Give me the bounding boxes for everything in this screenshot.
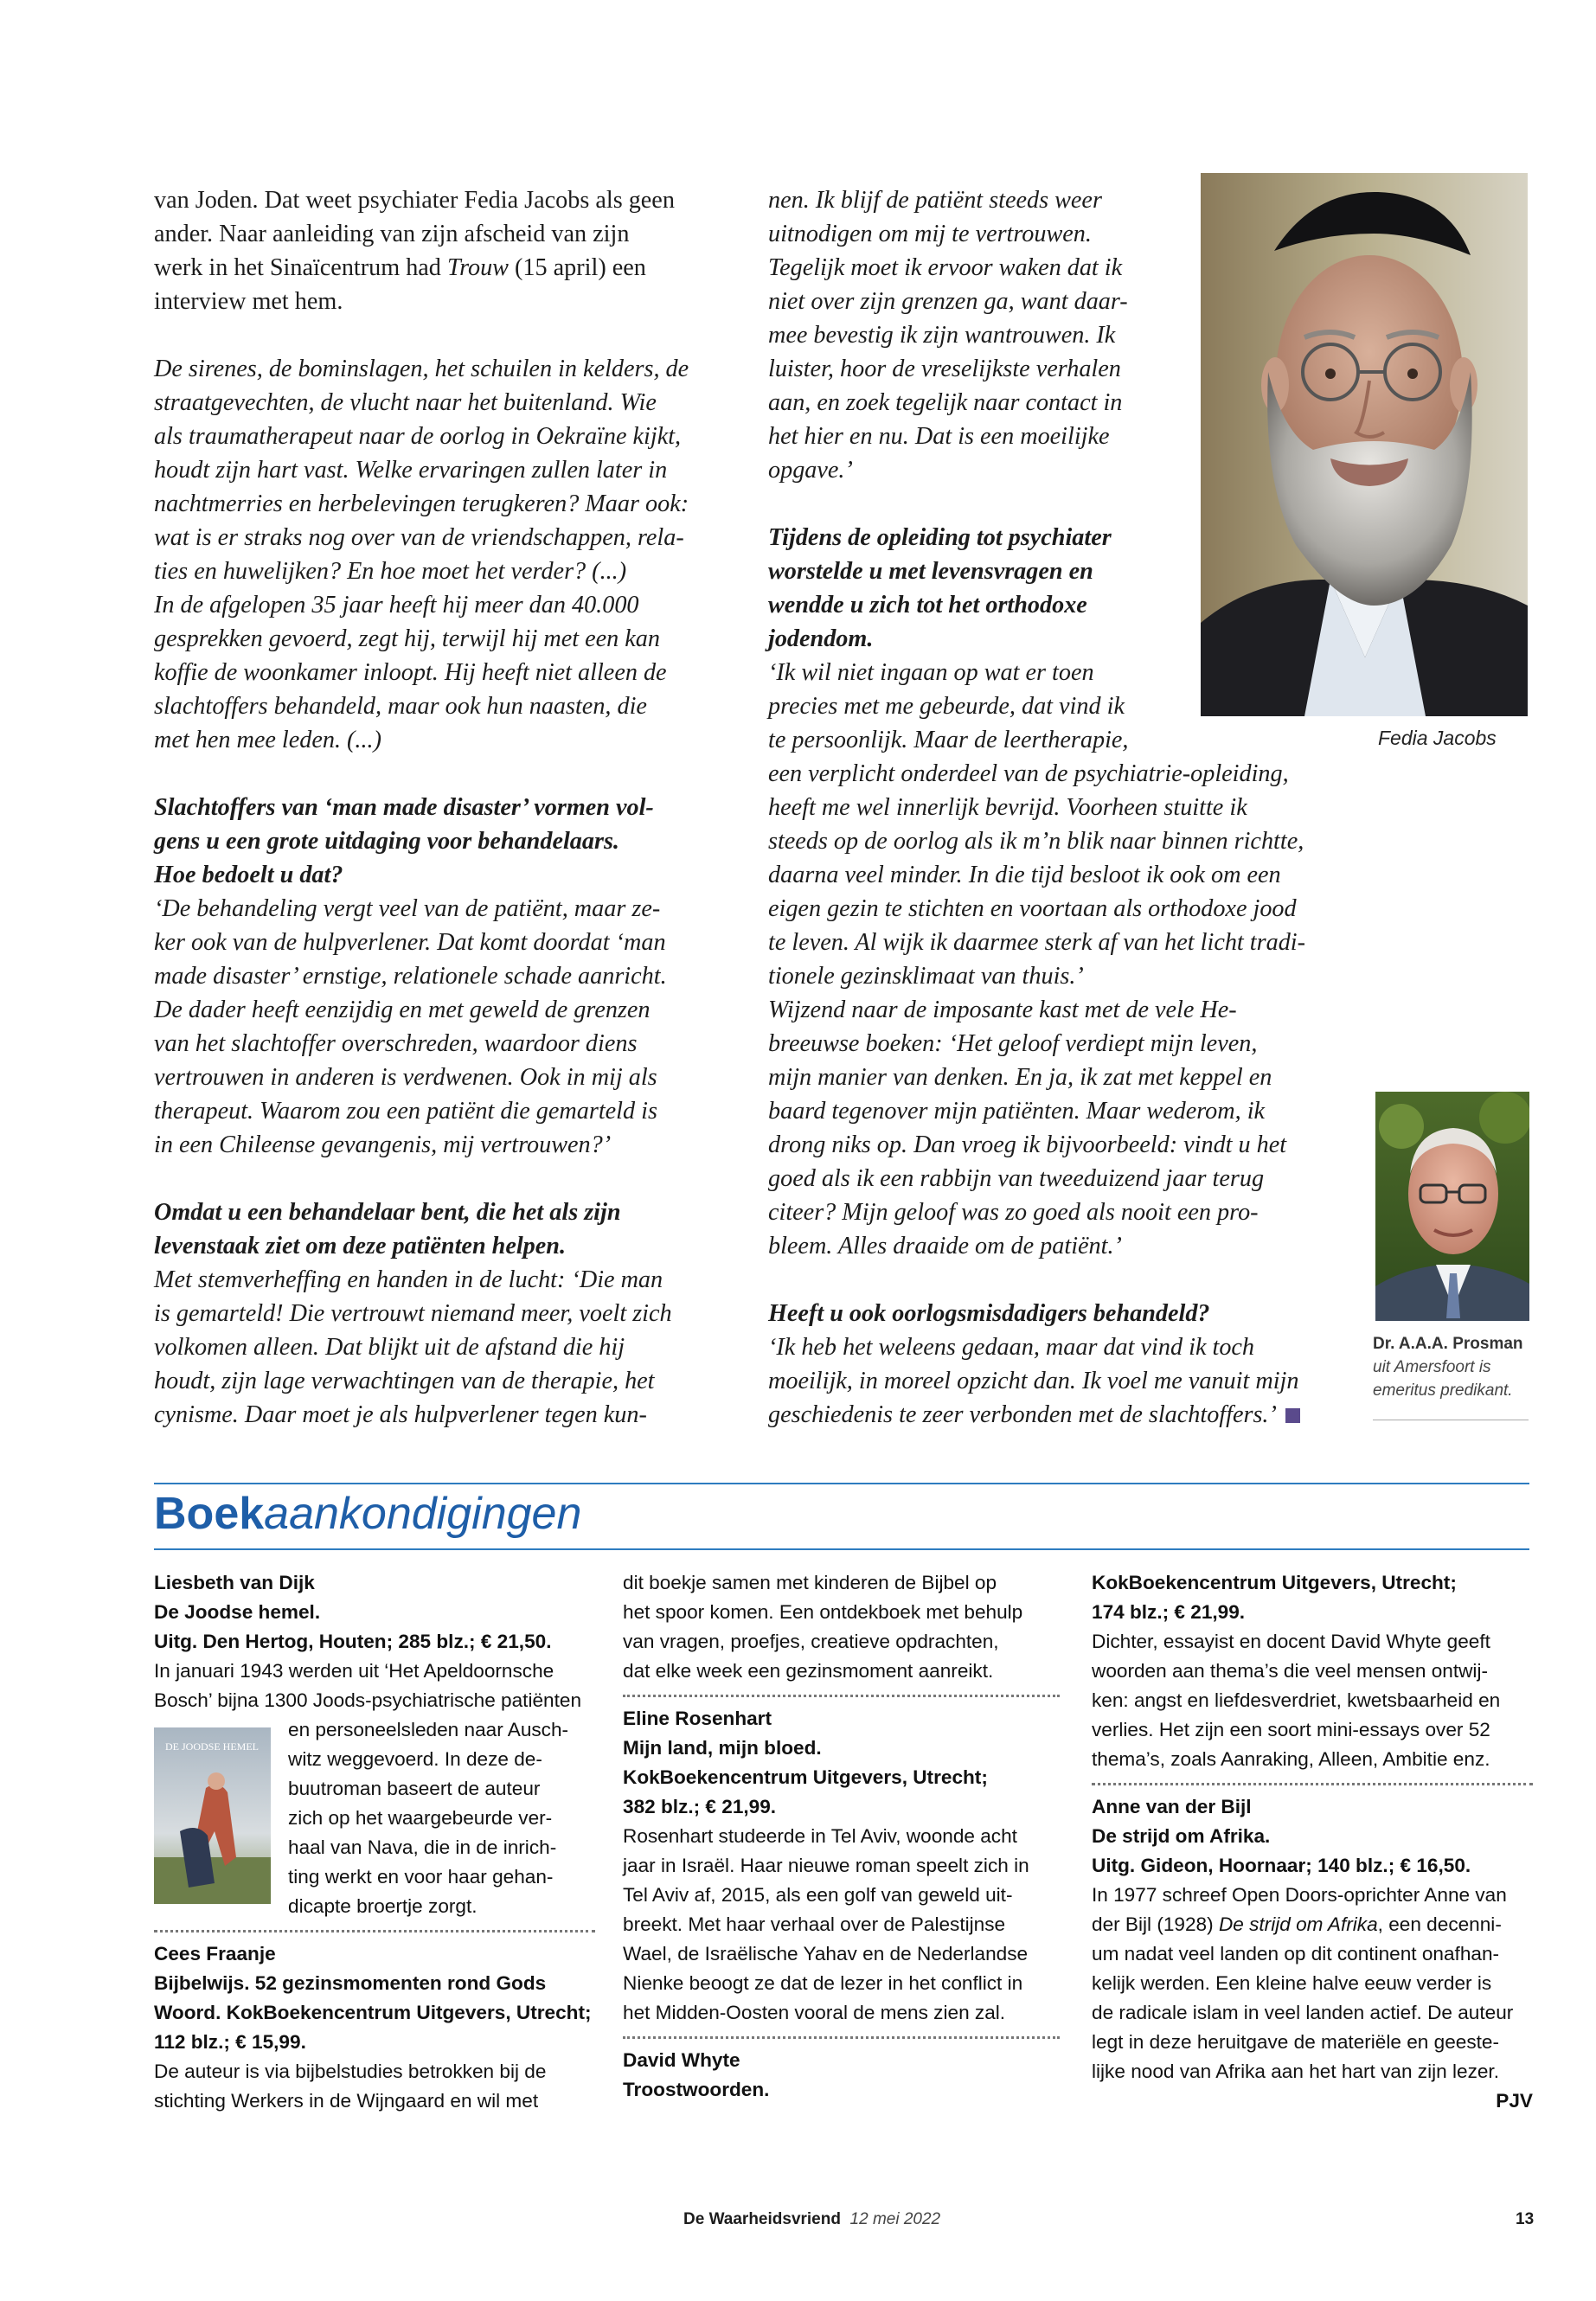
- book-column-2: [623, 1568, 1060, 2105]
- book-publisher: 112 blz.; € 15,99.: [154, 2031, 306, 2053]
- book-title-inline: De strijd om Afrika: [1218, 1913, 1378, 1935]
- book-entry-continued: [623, 1568, 1060, 1686]
- book-title: Woord. KokBoekencentrum Uitgevers, Utrecht;: [154, 2002, 592, 2023]
- book-publisher: Uitg. Den Hertog, Houten; 285 blz.; € 21,50.: [154, 1631, 552, 1652]
- text-line: In januari 1943 werden uit ‘Het Apeldoornsche: [154, 1660, 554, 1682]
- text-line: witz weggevoerd. In deze de-: [288, 1748, 542, 1770]
- book-publisher: Uitg. Gideon, Hoornaar; 140 blz.; € 16,50.: [1092, 1855, 1471, 1876]
- portrait-photo-fedia-jacobs: [1201, 173, 1528, 716]
- text-line: Tegelijk moet ik ervoor waken dat ik: [768, 254, 1123, 281]
- footer-publication: De Waarheidsvriend 12 mei 2022: [683, 2210, 941, 2228]
- page-number: 13: [1516, 2210, 1535, 2228]
- book-title: Troostwoorden.: [623, 2079, 770, 2100]
- text-line: haal van Nava, die in de inrich-: [288, 1836, 557, 1858]
- portrait-illustration: [1201, 173, 1528, 716]
- caption-description: uit Amersfoort is: [1373, 1358, 1491, 1376]
- text-line: Met stemverheffing en handen in de lucht: ‘Die man: [154, 1266, 663, 1293]
- caption-description: emeritus predikant.: [1373, 1381, 1513, 1400]
- interview-question: [154, 791, 723, 892]
- caption-name: Dr. A.A.A. Prosman: [1373, 1335, 1523, 1353]
- text-line: jaar in Israël. Haar nieuwe roman speelt zich in: [623, 1855, 1029, 1876]
- text-line: slachtoffers behandeld, maar ook hun naasten, die: [154, 693, 647, 720]
- text-line: en personeelsleden naar Ausch-: [288, 1719, 569, 1740]
- text-line: moeilijk, in moreel opzicht dan. Ik voel me vanuit mijn: [768, 1368, 1299, 1394]
- text-line: wat is er straks nog over van de vriendschappen, rela-: [154, 524, 684, 551]
- text-line: dat elke week een gezinsmoment aanreikt.: [623, 1660, 994, 1682]
- book-entry-continued: [1092, 1568, 1533, 1774]
- text-line: In 1977 schreef Open Doors-oprichter Anne van: [1092, 1884, 1507, 1906]
- interview-answer: [768, 656, 1374, 1263]
- book-publisher: 382 blz.; € 21,99.: [623, 1796, 777, 1817]
- book-entry: [154, 1939, 595, 2116]
- text-line: Tijdens de opleiding tot psychiater: [768, 524, 1112, 551]
- text-line: in een Chileense gevangenis, mij vertrouwen?’: [154, 1131, 612, 1158]
- text-line: niet over zijn grenzen ga, want daar-: [768, 288, 1128, 315]
- book-author: David Whyte: [623, 2049, 740, 2071]
- text-line: geschiedenis te zeer verbonden met de slachtoffers.’: [768, 1398, 1374, 1432]
- text-line: verlies. Het zijn een soort mini-essays over 52: [1092, 1719, 1490, 1740]
- text-line: ‘Ik heb het weleens gedaan, maar dat vind ik toch: [768, 1334, 1255, 1361]
- text-line: precies met me gebeurde, dat vind ik: [768, 693, 1125, 720]
- text-line: heeft me wel innerlijk bevrijd. Voorheen stuitte ik: [768, 794, 1247, 821]
- interview-question: [154, 1195, 723, 1263]
- text-line: vertrouwen in anderen is verdwenen. Ook in mij als: [154, 1064, 657, 1091]
- interview-answer: [154, 892, 723, 1162]
- text-line: thema’s, zoals Aanraking, Alleen, Ambitie enz.: [1092, 1748, 1490, 1770]
- section-title: Boekaankondigingen: [154, 1489, 582, 1539]
- text-line: bleem. Alles draaide om de patiënt.’: [768, 1233, 1122, 1259]
- section-rule-top: [154, 1483, 1529, 1484]
- portrait-illustration: [1375, 1092, 1529, 1321]
- text-line: Omdat u een behandelaar bent, die het als zijn: [154, 1199, 621, 1226]
- text-line: Slachtoffers van ‘man made disaster’ vormen vol-: [154, 794, 654, 821]
- text-line: te persoonlijk. Maar de leertherapie,: [768, 727, 1129, 753]
- text-line: levenstaak ziet om deze patiënten helpen.: [154, 1233, 567, 1259]
- text-line: zich op het waargebeurde ver-: [288, 1807, 553, 1829]
- text-line: opgave.’: [768, 457, 853, 484]
- book-cover-image: [154, 1727, 271, 1904]
- text-line: houdt, zijn lage verwachtingen van de therapie, het: [154, 1368, 655, 1394]
- text-line: mee bevestig ik zijn wantrouwen. Ik: [768, 322, 1116, 349]
- text-line: nen. Ik blijf de patiënt steeds weer: [768, 187, 1102, 214]
- text-line: uitnodigen om mij te vertrouwen.: [768, 221, 1092, 247]
- book-title: De strijd om Afrika.: [1092, 1825, 1271, 1847]
- text-line: koffie de woonkamer inloopt. Hij heeft niet alleen de: [154, 659, 667, 686]
- text-line: te leven. Al wijk ik daarmee sterk af van het licht tradi-: [768, 929, 1306, 956]
- portrait-photo-prosman: [1375, 1092, 1529, 1321]
- reviewer-initials: PJV: [1496, 2090, 1533, 2112]
- book-author: Anne van der Bijl: [1092, 1796, 1252, 1817]
- text-line: gesprekken gevoerd, zegt hij, terwijl hij met een kan: [154, 625, 660, 652]
- text-line: een verplicht onderdeel van de psychiatrie-opleiding,: [768, 760, 1289, 787]
- text-line: In de afgelopen 35 jaar heeft hij meer dan 40.000: [154, 592, 639, 619]
- end-of-article-square-icon: [1285, 1408, 1300, 1423]
- text-line: made disaster’ ernstige, relationele schade aanricht.: [154, 963, 667, 990]
- book-entry: [623, 1704, 1060, 2028]
- text-line: stichting Werkers in de Wijngaard en wil met: [154, 2090, 539, 2112]
- text-line: steeds op de oorlog als ik m’n blik naar binnen richtte,: [768, 828, 1304, 855]
- text-line: worstelde u met levensvragen en: [768, 558, 1093, 585]
- text-line: De auteur is via bijbelstudies betrokken bij de: [154, 2061, 547, 2082]
- book-publisher: 174 blz.; € 21,99.: [1092, 1601, 1246, 1623]
- text-line: ‘Ik wil niet ingaan op wat er toen: [768, 659, 1094, 686]
- footer-date: 12 mei 2022: [849, 2210, 941, 2228]
- text-line: ting werkt en voor haar gehan-: [288, 1866, 554, 1888]
- text-line: eigen gezin te stichten en voortaan als orthodoxe jood: [768, 895, 1297, 922]
- book-author: Cees Fraanje: [154, 1943, 276, 1965]
- photo-caption-prosman: [1373, 1332, 1533, 1402]
- interview-question: [768, 1297, 1374, 1330]
- text-line: therapeut. Waarom zou een patiënt die gemarteld is: [154, 1098, 657, 1125]
- text-line: Nienke beoogt ze dat de lezer in het conflict in: [623, 1972, 1023, 1994]
- text-line: Wael, de Israëlische Yahav en de Nederlandse: [623, 1943, 1029, 1965]
- text-line: mijn manier van denken. En ja, ik zat met keppel en: [768, 1064, 1272, 1091]
- book-column-3: [1092, 1568, 1533, 2116]
- text-line: um nadat veel landen op dit continent onafhan-: [1092, 1943, 1500, 1965]
- text-line: ken: angst en liefdesverdriet, kwetsbaarheid en: [1092, 1689, 1501, 1711]
- text-line: tionele gezinsklimaat van thuis.’: [768, 963, 1084, 990]
- text-line: cynisme. Daar moet je als hulpverlener tegen kun-: [154, 1401, 647, 1428]
- text-line: het spoor komen. Een ontdekboek met behulp: [623, 1601, 1023, 1623]
- text-line: Bosch’ bijna 1300 Joods-psychiatrische patiënten: [154, 1689, 582, 1711]
- book-cover-title: DE JOODSE HEMEL: [165, 1740, 259, 1753]
- text-line: Rosenhart studeerde in Tel Aviv, woonde acht: [623, 1825, 1017, 1847]
- photo-caption: Fedia Jacobs: [1378, 727, 1497, 749]
- entry-separator: [1092, 1783, 1533, 1785]
- text-line: ties en huwelijken? En hoe moet het verder? (...): [154, 558, 627, 585]
- text-line: Tel Aviv af, 2015, als een golf van geweld uit-: [623, 1884, 1013, 1906]
- book-publisher: KokBoekencentrum Uitgevers, Utrecht;: [1092, 1572, 1457, 1593]
- text-line: ker ook van de hulpverlener. Dat komt doordat ‘man: [154, 929, 666, 956]
- text-line: breekt. Met haar verhaal over de Palestijnse: [623, 1913, 1006, 1935]
- text-line: ‘De behandeling vergt veel van de patiënt, maar ze-: [154, 895, 661, 922]
- text-line: van vragen, proefjes, creatieve opdrachten,: [623, 1631, 999, 1652]
- intro-quote: [154, 352, 723, 757]
- text-line: der Bijl (1928) De strijd om Afrika, een decenni-: [1092, 1913, 1502, 1935]
- text-line: wendde u zich tot het orthodoxe: [768, 592, 1087, 619]
- text-line: luister, hoor de vreselijkste verhalen: [768, 356, 1121, 382]
- text-line: daarna veel minder. In die tijd besloot ik ook om een: [768, 862, 1281, 888]
- entry-separator: [154, 1930, 595, 1932]
- entry-separator: [623, 2036, 1060, 2039]
- text-line: jodendom.: [768, 625, 874, 652]
- text-line: drong niks op. Dan vroeg ik bijvoorbeeld: vindt u het: [768, 1131, 1287, 1158]
- text-line: van het slachtoffer overschreden, waardoor diens: [154, 1030, 638, 1057]
- text-line: de radicale islam in veel landen actief. De auteur: [1092, 2002, 1514, 2023]
- text-line: woorden aan thema’s die veel mensen ontwij-: [1092, 1660, 1488, 1682]
- text-line: dicapte broertje zorgt.: [288, 1895, 478, 1917]
- section-rule-bottom: [154, 1548, 1529, 1550]
- book-title: Bijbelwijs. 52 gezinsmomenten rond Gods: [154, 1972, 547, 1994]
- text-line: dit boekje samen met kinderen de Bijbel op: [623, 1572, 997, 1593]
- text-line: als traumatherapeut naar de oorlog in Oekraïne kijkt,: [154, 423, 682, 450]
- text-line: Wijzend naar de imposante kast met de vele He-: [768, 997, 1237, 1023]
- article-column-1: [154, 183, 723, 1432]
- text-line: het hier en nu. Dat is een moeilijke: [768, 423, 1110, 450]
- text-line: met hen mee leden. (...): [154, 727, 381, 753]
- text-line: kelijk werden. Een kleine halve eeuw verder is: [1092, 1972, 1492, 1994]
- text-line: volkomen alleen. Dat blijkt uit de afstand die hij: [154, 1334, 625, 1361]
- book-entry: [154, 1568, 595, 1921]
- book-column-1: [154, 1568, 595, 2116]
- book-title: De Joodse hemel.: [154, 1601, 321, 1623]
- text-line: baard tegenover mijn patiënten. Maar wederom, ik: [768, 1098, 1266, 1125]
- entry-separator: [623, 1695, 1060, 1697]
- text-line: gens u een grote uitdaging voor behandelaars.: [154, 828, 619, 855]
- text-line: buutroman baseert de auteur: [288, 1778, 541, 1799]
- text-line: Heeft u ook oorlogsmisdadigers behandeld?: [768, 1300, 1210, 1327]
- text-line: ander. Naar aanleiding van zijn afscheid van zijn: [154, 221, 630, 247]
- text-line: houdt zijn hart vast. Welke ervaringen zullen later in: [154, 457, 668, 484]
- text-line: is gemarteld! Die vertrouwt niemand meer, voelt zich: [154, 1300, 672, 1327]
- publication-name: Trouw: [446, 254, 509, 281]
- book-entry: [1092, 1792, 1533, 2116]
- text-line: straatgevechten, de vlucht naar het buitenland. Wie: [154, 389, 657, 416]
- text-line: lijke nood van Afrika aan het hart van zijn lezer.: [1092, 2061, 1499, 2082]
- text-line: van Joden. Dat weet psychiater Fedia Jacobs als geen: [154, 187, 675, 214]
- text-line: werk in het Sinaïcentrum had Trouw (15 april) een: [154, 254, 646, 281]
- interview-answer: [154, 1263, 723, 1432]
- text-line: het Midden-Oosten vooral de mens zien zal.: [623, 2002, 1006, 2023]
- text-line: breeuwse boeken: ‘Het geloof verdiept mijn leven,: [768, 1030, 1258, 1057]
- text-line: Dichter, essayist en docent David Whyte geeft: [1092, 1631, 1490, 1652]
- book-publisher: KokBoekencentrum Uitgevers, Utrecht;: [623, 1766, 988, 1788]
- book-cover-illustration: [154, 1727, 271, 1904]
- interview-answer: [768, 1330, 1374, 1432]
- book-author: Eline Rosenhart: [623, 1708, 772, 1729]
- text-line: goed als ik een rabbijn van tweeduizend jaar terug: [768, 1165, 1265, 1192]
- text-line: Hoe bedoelt u dat?: [154, 862, 343, 888]
- book-author: Liesbeth van Dijk: [154, 1572, 315, 1593]
- text-line: De dader heeft eenzijdig en met geweld de grenzen: [154, 997, 651, 1023]
- text-line: legt in deze heruitgave de materiële en geeste-: [1092, 2031, 1500, 2053]
- book-entry: [623, 2046, 1060, 2105]
- book-title: Mijn land, mijn bloed.: [623, 1737, 822, 1759]
- text-line: aan, en zoek tegelijk naar contact in: [768, 389, 1123, 416]
- text-line: citeer? Mijn geloof was zo goed als nooit een pro-: [768, 1199, 1259, 1226]
- text-line: De sirenes, de bominslagen, het schuilen in kelders, de: [154, 356, 689, 382]
- text-line: interview met hem.: [154, 288, 343, 315]
- text-line: nachtmerries en herbelevingen terugkeren? Maar ook:: [154, 490, 689, 517]
